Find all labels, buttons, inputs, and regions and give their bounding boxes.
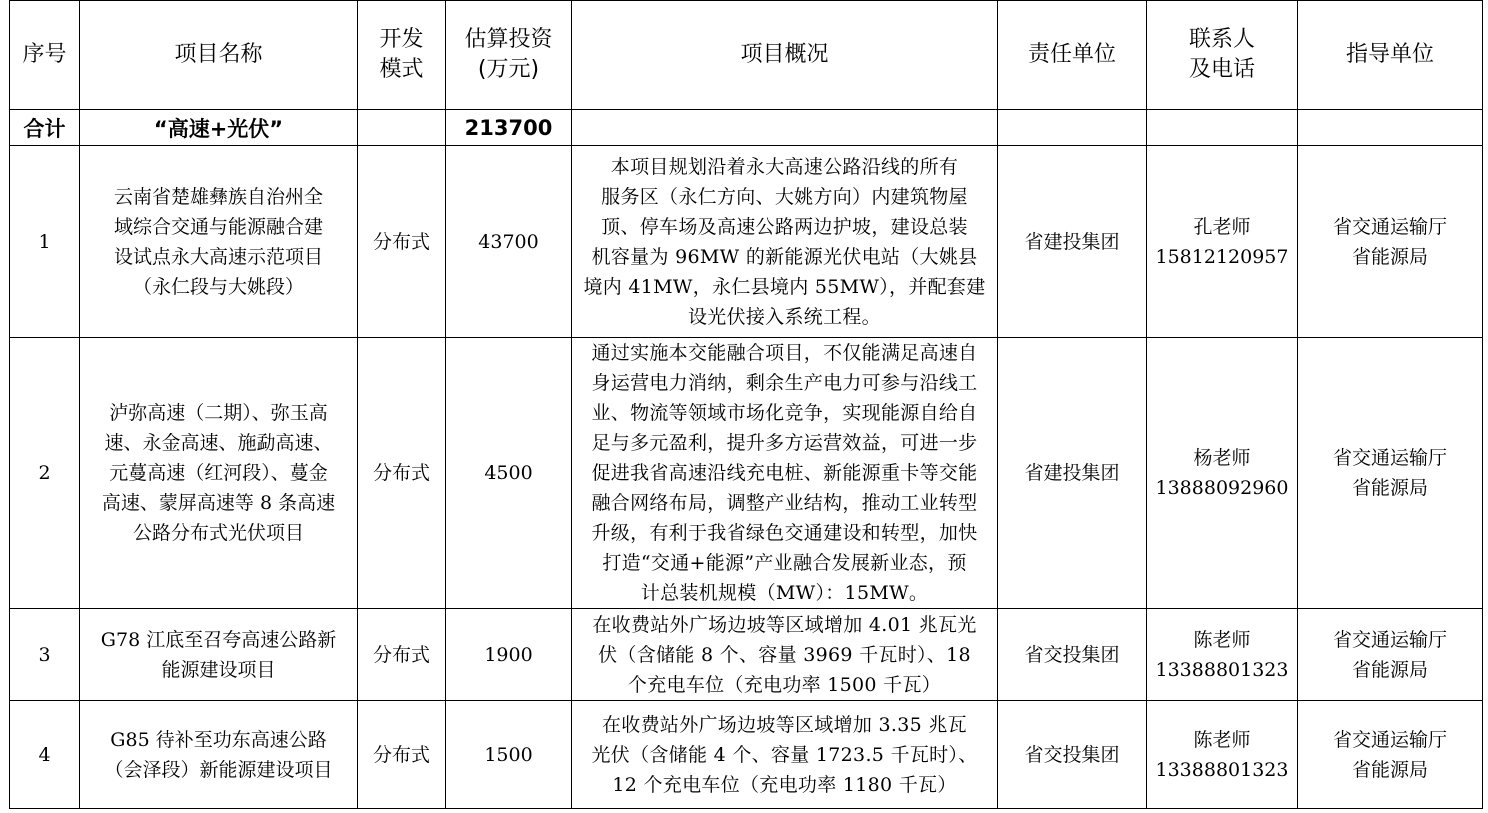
- table-row: [10, 146, 1483, 338]
- table-row: [10, 609, 1483, 701]
- header-mode-line: 开发: [379, 27, 424, 52]
- header-contact: [1147, 1, 1298, 110]
- cell-responsible-unit: 省交投集团: [998, 609, 1147, 701]
- overview-line: 身运营电力消纳，剩余生产电力可参与沿线工: [591, 372, 978, 394]
- contact-name: 孔老师: [1193, 215, 1251, 238]
- cell-responsible-unit: 省交投集团: [998, 701, 1147, 809]
- overview-line: 光伏（含储能 4 个、容量 1723.5 千瓦时）、: [591, 743, 978, 766]
- overview-line: 机容量为 96MW 的新能源光伏电站（大姚县: [591, 245, 978, 268]
- contact-phone: 15812120957: [1155, 245, 1289, 268]
- header-name: 项目名称: [80, 1, 358, 110]
- name-line: 泸弥高速（二期）、弥玉高: [109, 402, 328, 424]
- name-line: （会泽段）新能源建设项目: [104, 758, 333, 781]
- contact-phone: 13388801323: [1155, 758, 1289, 781]
- cell-mode: 分布式: [358, 609, 446, 701]
- guide-unit-line: 省交通运输厅: [1332, 728, 1447, 751]
- cell-seq: 4: [10, 701, 80, 809]
- cell-mode: 分布式: [358, 701, 446, 809]
- overview-line: 通过实施本交能融合项目，不仅能满足高速自: [591, 342, 978, 364]
- table-row: [10, 338, 1483, 609]
- total-row: [10, 110, 1483, 146]
- overview-line: 在收费站外广场边坡等区域增加 3.35 兆瓦: [602, 713, 967, 736]
- header-row: [10, 1, 1483, 110]
- cell-seq: 3: [10, 609, 80, 701]
- total-invest: 213700: [446, 110, 572, 146]
- contact-phone: 13388801323: [1155, 658, 1289, 681]
- cell-guide-unit: [1298, 701, 1483, 809]
- overview-line: 打造“交通+能源”产业融合发展新业态，预: [602, 552, 967, 574]
- header-contact-line: 及电话: [1188, 57, 1255, 82]
- name-line: 能源建设项目: [161, 658, 276, 681]
- project-table: [9, 0, 1483, 809]
- overview-line: 本项目规划沿着永大高速公路沿线的所有: [610, 155, 959, 178]
- header-invest: [446, 1, 572, 110]
- header-seq: 序号: [10, 1, 80, 110]
- name-line: G85 待补至功东高速公路: [110, 728, 327, 751]
- total-name: “高速+光伏”: [80, 110, 358, 146]
- contact-phone: 13888092960: [1155, 477, 1289, 499]
- cell-project-name: [80, 609, 358, 701]
- total-contact: [1147, 110, 1298, 146]
- cell-contact: [1147, 701, 1298, 809]
- name-line: G78 江底至召夸高速公路新: [100, 628, 337, 651]
- header-mode-line: 模式: [379, 57, 424, 82]
- name-line: 元蔓高速（红河段）、蔓金: [109, 462, 328, 484]
- overview-line: 设光伏接入系统工程。: [687, 305, 881, 328]
- cell-mode: 分布式: [358, 146, 446, 338]
- name-line: 公路分布式光伏项目: [132, 522, 304, 544]
- name-line: 速、永金高速、施勐高速、: [104, 432, 333, 454]
- contact-name: 陈老师: [1193, 628, 1251, 651]
- cell-guide-unit: [1298, 146, 1483, 338]
- cell-overview: [572, 146, 998, 338]
- cell-invest: 1900: [446, 609, 572, 701]
- guide-unit-line: 省能源局: [1351, 477, 1428, 499]
- header-invest-line: (万元): [477, 57, 540, 82]
- header-guide: 指导单位: [1298, 1, 1483, 110]
- name-line: 域综合交通与能源融合建: [113, 215, 323, 238]
- total-unit: [998, 110, 1147, 146]
- overview-line: 升级，有利于我省绿色交通建设和转型，加快: [591, 522, 978, 544]
- cell-project-name: [80, 701, 358, 809]
- name-line: （永仁段与大姚段）: [132, 275, 304, 298]
- overview-line: 服务区（永仁方向、大姚方向）内建筑物屋: [601, 185, 968, 208]
- cell-overview: [572, 609, 998, 701]
- overview-line: 在收费站外广场边坡等区域增加 4.01 兆瓦光: [592, 613, 977, 636]
- cell-invest: 43700: [446, 146, 572, 338]
- total-mode: [358, 110, 446, 146]
- guide-unit-line: 省交通运输厅: [1332, 215, 1447, 238]
- cell-mode: 分布式: [358, 338, 446, 609]
- cell-invest: 4500: [446, 338, 572, 609]
- overview-line: 伏（含储能 8 个、容量 3969 千瓦时）、18: [598, 643, 971, 666]
- cell-invest: 1500: [446, 701, 572, 809]
- guide-unit-line: 省能源局: [1351, 758, 1428, 781]
- guide-unit-line: 省能源局: [1351, 245, 1428, 268]
- cell-seq: 2: [10, 338, 80, 609]
- header-mode: [358, 1, 446, 110]
- name-line: 设试点永大高速示范项目: [113, 245, 323, 268]
- cell-overview: [572, 701, 998, 809]
- cell-overview: [572, 338, 998, 609]
- header-unit: 责任单位: [998, 1, 1147, 110]
- header-invest-line: 估算投资: [464, 27, 553, 52]
- overview-line: 融合网络布局，调整产业结构，推动工业转型: [591, 492, 978, 514]
- contact-name: 杨老师: [1193, 447, 1251, 469]
- guide-unit-line: 省能源局: [1351, 658, 1428, 681]
- overview-line: 顶、停车场及高速公路两边护坡，建设总装: [601, 215, 968, 238]
- header-contact-line: 联系人: [1188, 27, 1255, 52]
- cell-contact: [1147, 609, 1298, 701]
- header-overview: 项目概况: [572, 1, 998, 110]
- cell-contact: [1147, 146, 1298, 338]
- cell-responsible-unit: 省建投集团: [998, 338, 1147, 609]
- guide-unit-line: 省交通运输厅: [1332, 447, 1447, 469]
- overview-line: 足与多元盈利，提升多方运营效益，可进一步: [591, 432, 978, 454]
- total-overview: [572, 110, 998, 146]
- total-guide: [1298, 110, 1483, 146]
- cell-guide-unit: [1298, 609, 1483, 701]
- overview-line: 12 个充电车位（充电功率 1180 千瓦）: [612, 773, 957, 796]
- cell-seq: 1: [10, 146, 80, 338]
- cell-responsible-unit: 省建投集团: [998, 146, 1147, 338]
- overview-line: 境内 41MW，永仁县境内 55MW），并配套建: [583, 275, 986, 298]
- overview-line: 个充电车位（充电功率 1500 千瓦）: [627, 673, 942, 696]
- cell-project-name: [80, 146, 358, 338]
- overview-line: 业、物流等领域市场化竞争，实现能源自给自: [591, 402, 978, 424]
- contact-name: 陈老师: [1193, 728, 1251, 751]
- total-label: 合计: [10, 110, 80, 146]
- overview-line: 促进我省高速沿线充电桩、新能源重卡等交能: [591, 462, 978, 484]
- cell-contact: [1147, 338, 1298, 609]
- name-line: 高速、蒙屏高速等 8 条高速: [101, 492, 336, 514]
- guide-unit-line: 省交通运输厅: [1332, 628, 1447, 651]
- overview-line: 计总装机规模（MW）：15MW。: [640, 582, 929, 604]
- name-line: 云南省楚雄彝族自治州全: [113, 185, 323, 208]
- cell-guide-unit: [1298, 338, 1483, 609]
- cell-project-name: [80, 338, 358, 609]
- table-row: [10, 701, 1483, 809]
